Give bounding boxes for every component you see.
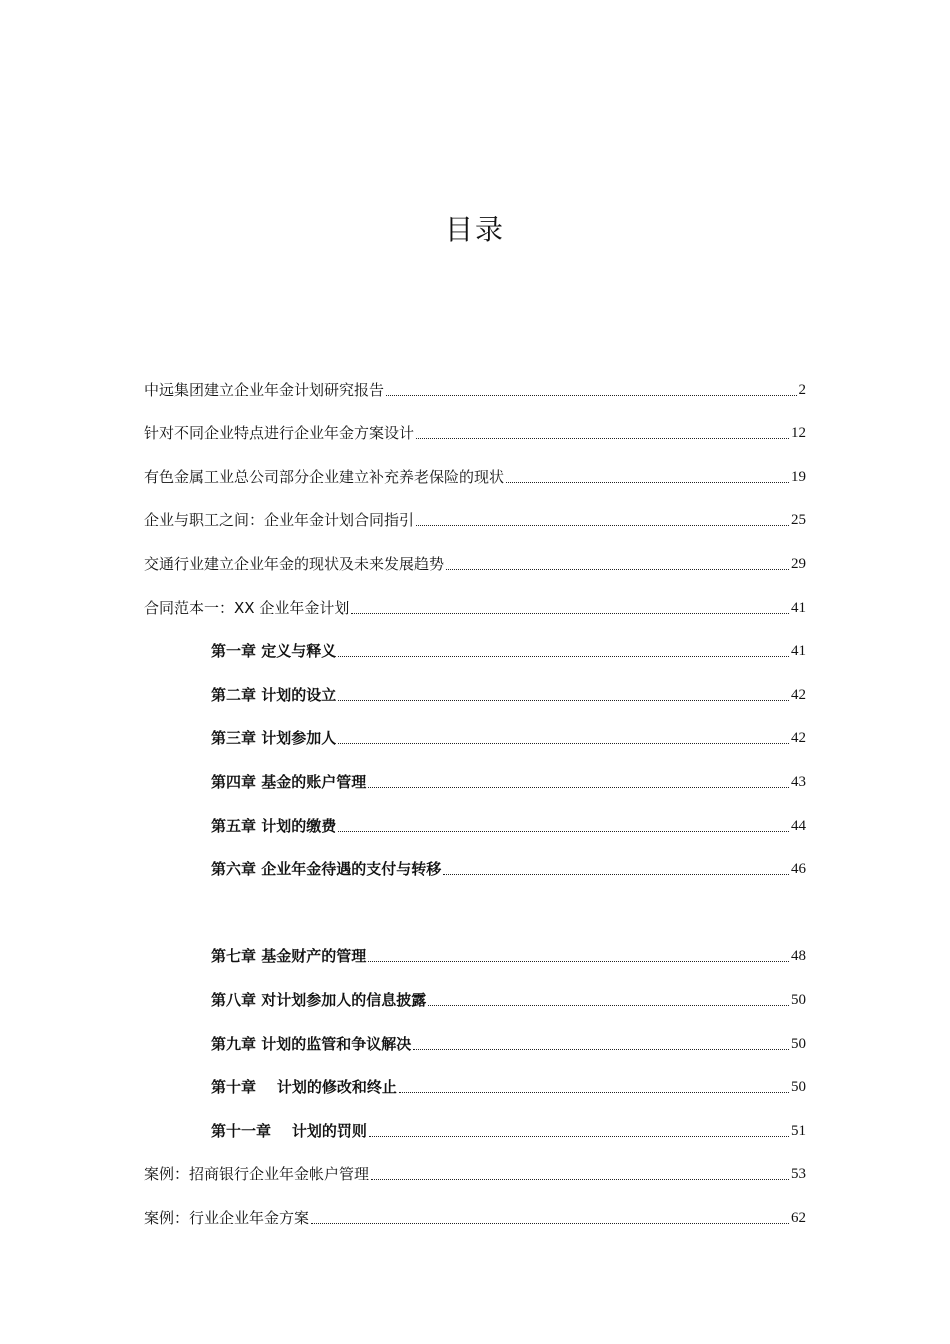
toc-entry-text: 第一章 定义与释义 [211,642,337,661]
toc-page-number: 29 [791,555,806,572]
toc-subentry[interactable] [144,796,806,840]
toc-entry[interactable] [144,491,806,535]
dot-leader [368,786,789,788]
toc-entry-text: 中远集团建立企业年金计划研究报告 [144,380,385,399]
dot-leader [338,655,789,657]
toc-page-number: 62 [791,1209,806,1226]
toc-page-number: 12 [791,425,806,442]
toc-entry-text: 第二章 计划的设立 [211,685,337,704]
dot-leader [386,394,796,396]
dot-leader [443,873,789,875]
toc-entry-text: 第三章 计划参加人 [211,729,337,748]
toc-page-number: 50 [791,1035,806,1052]
toc-page-number: 50 [791,1079,806,1096]
toc-entry-text: 第十一章 计划的罚则 [211,1121,367,1140]
toc-subentry[interactable] [144,752,806,796]
toc-entry-text: 企业与职工之间：企业年金计划合同指引 [144,511,415,530]
spacer [144,883,806,927]
toc-subentry[interactable] [144,709,806,753]
toc-page-number: 41 [791,643,806,660]
table-of-contents [144,360,806,1232]
toc-title: 目录 [444,213,505,246]
toc-entry[interactable] [144,1188,806,1232]
toc-entry-text: 交通行业建立企业年金的现状及未来发展趋势 [144,554,445,573]
toc-page-number: 53 [791,1166,806,1183]
toc-entry-text: 有色金属工业总公司部分企业建立补充养老保险的现状 [144,467,505,486]
toc-entry-text: 第六章 企业年金待遇的支付与转移 [211,860,442,879]
toc-entry-text: 第四章 基金的账户管理 [211,772,367,791]
toc-page-number: 46 [791,861,806,878]
toc-entry-text: 案例：行业企业年金方案 [144,1208,310,1227]
dot-leader [338,699,789,701]
toc-page-number: 41 [791,599,806,616]
toc-entry[interactable] [144,534,806,578]
toc-entry-text: 第九章 计划的监管和争议解决 [211,1034,412,1053]
dot-leader [506,481,789,483]
toc-page-number: 2 [798,381,806,398]
toc-entry-text: 合同范本一：XX 企业年金计划 [144,598,350,617]
toc-entry-text: 第十章 计划的修改和终止 [211,1078,397,1097]
dot-leader [428,1004,789,1006]
toc-entry-text: 第八章 对计划参加人的信息披露 [211,990,427,1009]
dot-leader [416,524,789,526]
toc-entry-text: 第七章 基金财产的管理 [211,947,367,966]
toc-page-number: 43 [791,773,806,790]
toc-subentry[interactable] [144,1058,806,1102]
dot-leader [338,742,789,744]
toc-entry-text: 针对不同企业特点进行企业年金方案设计 [144,424,415,443]
toc-entry[interactable] [144,360,806,404]
toc-subentry[interactable] [144,927,806,971]
toc-entry[interactable] [144,404,806,448]
dot-leader [351,612,789,614]
toc-subentry[interactable] [144,970,806,1014]
toc-page-number: 25 [791,512,806,529]
toc-page-number: 42 [791,686,806,703]
toc-subentry[interactable] [144,622,806,666]
toc-page-number: 44 [791,817,806,834]
dot-leader [338,830,789,832]
toc-page-number: 50 [791,991,806,1008]
toc-page-number: 48 [791,948,806,965]
toc-subentry[interactable] [144,840,806,884]
toc-subentry[interactable] [144,1101,806,1145]
dot-leader [311,1222,789,1224]
toc-page-number: 19 [791,468,806,485]
toc-entry[interactable] [144,578,806,622]
dot-leader [368,960,789,962]
toc-entry-text: 第五章 计划的缴费 [211,816,337,835]
dot-leader [416,437,789,439]
dot-leader [413,1048,789,1050]
toc-subentry[interactable] [144,665,806,709]
dot-leader [399,1091,789,1093]
dot-leader [371,1178,789,1180]
toc-entry-text: 案例：招商银行企业年金帐户管理 [144,1165,370,1184]
dot-leader [446,568,789,570]
toc-entry[interactable] [144,1145,806,1189]
dot-leader [369,1135,789,1137]
toc-entry[interactable] [144,447,806,491]
toc-subentry[interactable] [144,1014,806,1058]
toc-page-number: 51 [791,1122,806,1139]
toc-page-number: 42 [791,730,806,747]
